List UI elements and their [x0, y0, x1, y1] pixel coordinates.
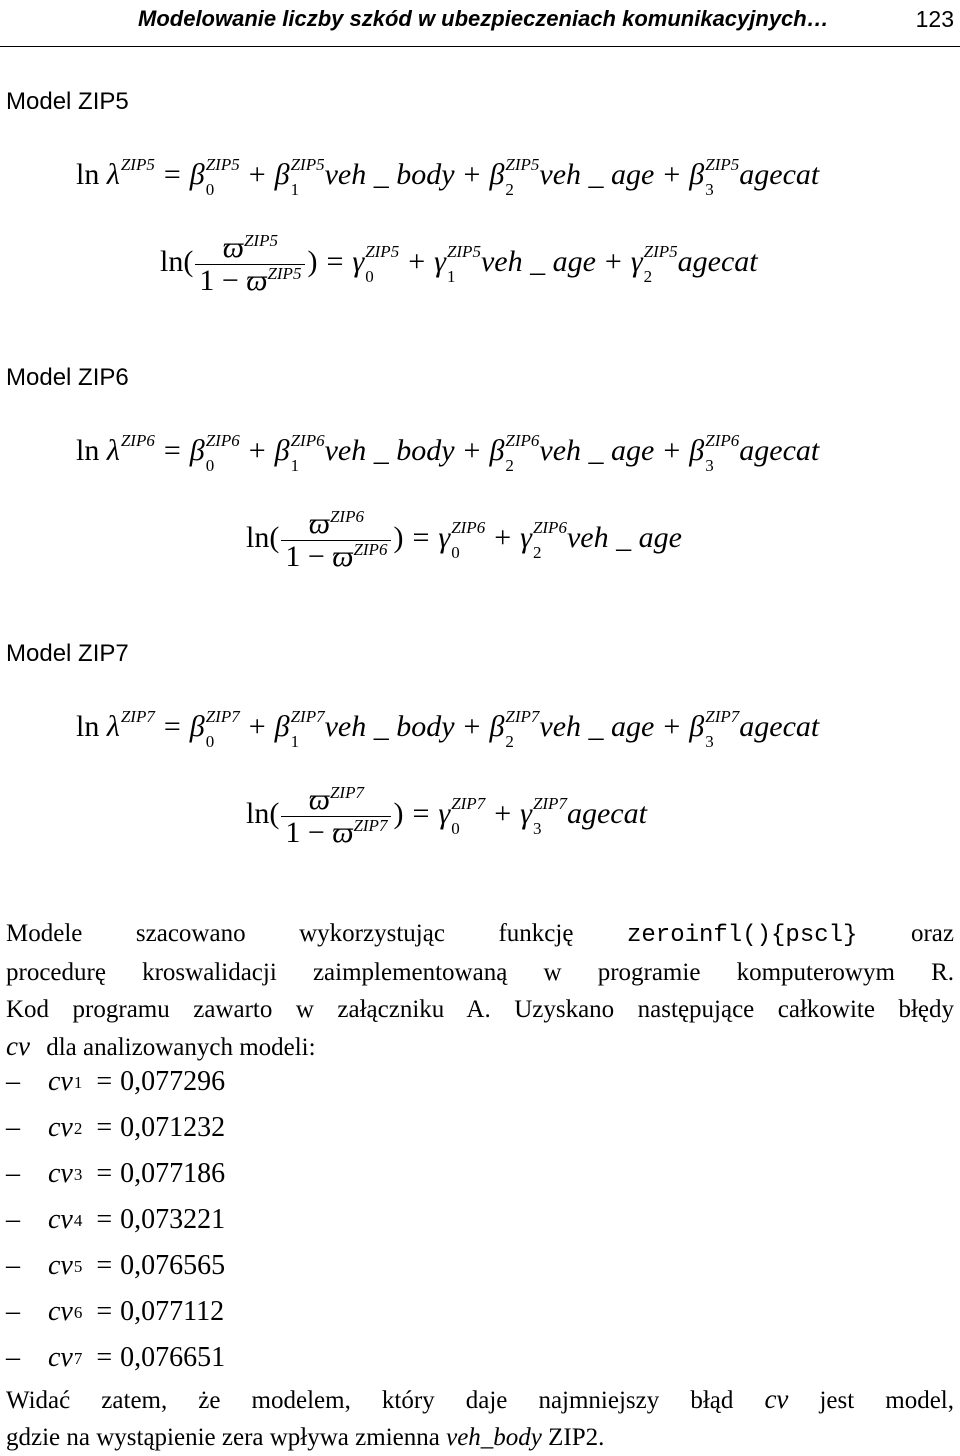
- variable-name: agecat: [677, 244, 758, 278]
- fraction: [281, 784, 391, 848]
- cv-superscript: 2: [73, 1118, 83, 1138]
- subscript: 2: [505, 456, 514, 476]
- gamma-coefficient: γ: [352, 244, 365, 278]
- text-span: jest model,: [819, 1387, 955, 1414]
- model-heading: Model ZIP7: [6, 640, 129, 667]
- ln-function: ln(: [246, 796, 280, 830]
- paragraph-line: procedurę kroswalidacji zaimplementowaną w programie komputerowym R.: [6, 959, 954, 986]
- variable-name: veh _ body: [324, 158, 455, 191]
- equation-omega: [246, 784, 647, 848]
- fraction: [195, 232, 305, 296]
- cv-superscript: 5: [73, 1256, 83, 1276]
- sup-sub-script: [705, 431, 740, 476]
- operator: +: [248, 434, 266, 467]
- sup-sub-script: [290, 155, 325, 200]
- sup-sub-script: [290, 707, 325, 752]
- beta-coefficient: β: [274, 158, 290, 191]
- cv-value: 0,073221: [120, 1204, 226, 1235]
- paren: ): [393, 796, 404, 830]
- sup-sub-script: [451, 518, 486, 562]
- sup-sub-script: [705, 707, 740, 752]
- operator: =: [412, 796, 430, 830]
- omega-symbol: ϖ: [222, 231, 244, 264]
- fraction-denominator: [195, 264, 305, 297]
- subscript: 3: [532, 819, 542, 838]
- beta-coefficient: β: [489, 710, 505, 743]
- text-span: ZIP2.: [548, 1424, 605, 1451]
- operator: =: [412, 520, 430, 554]
- subscript: 0: [451, 819, 460, 838]
- omega-symbol: ϖ: [332, 539, 354, 573]
- superscript: ZIP6: [120, 431, 155, 451]
- gamma-coefficient: γ: [434, 244, 446, 278]
- subscript: 1: [290, 180, 300, 200]
- superscript: ZIP6: [451, 518, 486, 537]
- sup-sub-script: [365, 242, 400, 286]
- superscript: ZIP7: [120, 707, 155, 727]
- operator: +: [663, 434, 681, 467]
- minus: −: [300, 539, 333, 573]
- sup-sub-script: [120, 155, 155, 194]
- list-dash: –: [6, 1066, 20, 1097]
- list-dash: –: [6, 1250, 20, 1281]
- cv-symbol: cν: [6, 1031, 30, 1061]
- operator: +: [463, 158, 481, 191]
- subscript: [121, 457, 155, 474]
- beta-coefficient: β: [274, 434, 290, 467]
- paragraph-conclusion: [6, 1381, 954, 1456]
- subscript: 0: [205, 180, 215, 200]
- cv-superscript: 7: [73, 1348, 83, 1368]
- fraction-denominator: [281, 816, 391, 849]
- cv-symbol: cv: [48, 1342, 73, 1373]
- variable-name: veh_body: [446, 1424, 542, 1451]
- equals-sign: =: [96, 1250, 113, 1281]
- subscript: 1: [290, 456, 300, 476]
- operator: +: [248, 158, 266, 191]
- sup-sub-script: [532, 518, 567, 562]
- cv-symbol: cv: [48, 1204, 73, 1235]
- omega-symbol: ϖ: [308, 507, 330, 540]
- equation-lambda: [76, 707, 820, 752]
- gamma-coefficient: γ: [520, 520, 532, 554]
- equation-lambda: [76, 155, 820, 200]
- variable-name: agecat: [566, 796, 647, 830]
- beta-coefficient: β: [274, 710, 290, 743]
- sup-sub-script: [290, 431, 325, 476]
- beta-coefficient: β: [689, 710, 705, 743]
- cv-value: 0,077296: [120, 1066, 226, 1097]
- superscript: ZIP5: [505, 155, 540, 175]
- equals-sign: =: [96, 1342, 113, 1373]
- superscript: ZIP6: [532, 518, 567, 537]
- cv-value: 0,071232: [120, 1112, 226, 1143]
- equation-omega: [246, 508, 682, 572]
- sup-sub-script: [120, 707, 155, 746]
- omega-symbol: ϖ: [332, 815, 354, 849]
- fraction-denominator: [281, 540, 391, 573]
- fraction-numerator: [305, 784, 368, 816]
- sup-sub-script: [205, 431, 240, 476]
- beta-coefficient: β: [189, 434, 205, 467]
- cv-result-item: [6, 1068, 225, 1096]
- operator: =: [326, 244, 344, 278]
- superscript: ZIP5: [120, 155, 155, 175]
- superscript: ZIP5: [446, 242, 481, 261]
- cv-result-item: [6, 1114, 225, 1142]
- beta-coefficient: β: [689, 158, 705, 191]
- beta-coefficient: β: [689, 434, 705, 467]
- cv-value: 0,076565: [120, 1250, 226, 1281]
- cv-result-item: [6, 1160, 225, 1188]
- subscript: 2: [505, 180, 514, 200]
- operator: +: [663, 158, 681, 191]
- superscript: ZIP7: [290, 707, 325, 727]
- operator: +: [494, 520, 512, 554]
- gamma-coefficient: γ: [438, 796, 451, 830]
- superscript: ZIP6: [353, 539, 388, 559]
- sup-sub-script: [505, 431, 540, 476]
- paragraph-line: [6, 1381, 954, 1419]
- sup-sub-script: [532, 794, 567, 838]
- beta-coefficient: β: [189, 158, 205, 191]
- equation-lambda: [76, 431, 820, 476]
- page-number: 123: [915, 6, 954, 32]
- model-heading: Model ZIP6: [6, 364, 129, 391]
- subscript: [121, 181, 155, 198]
- cv-symbol: cν: [764, 1384, 789, 1414]
- sup-sub-script: [705, 155, 740, 200]
- subscript: 1: [290, 732, 300, 752]
- paragraph-method: [6, 915, 954, 1066]
- cv-symbol: cv: [48, 1066, 73, 1097]
- operator: =: [163, 434, 181, 467]
- paren: ): [307, 244, 318, 278]
- cv-symbol: cv: [48, 1250, 73, 1281]
- cv-superscript: 1: [73, 1072, 83, 1092]
- cv-result-item: [6, 1252, 225, 1280]
- omega-symbol: ϖ: [308, 783, 330, 816]
- superscript: ZIP7: [353, 815, 388, 835]
- operator: =: [163, 158, 181, 191]
- subscript: 0: [205, 456, 215, 476]
- one: 1: [285, 815, 301, 849]
- cv-symbol: cv: [48, 1158, 73, 1189]
- cv-result-item: [6, 1206, 225, 1234]
- gamma-coefficient: γ: [630, 244, 643, 278]
- subscript: 1: [446, 267, 456, 286]
- fraction-numerator: [305, 508, 368, 540]
- sup-sub-script: [505, 155, 540, 200]
- equation-omega: [160, 232, 758, 296]
- variable-name: veh _ age: [539, 710, 655, 743]
- operator: +: [604, 244, 622, 278]
- cv-superscript: 6: [73, 1302, 83, 1322]
- superscript: ZIP7: [705, 707, 740, 727]
- model-heading: Model ZIP5: [6, 88, 129, 115]
- variable-name: agecat: [739, 434, 820, 467]
- cv-value: 0,077186: [120, 1158, 226, 1189]
- running-title: Modelowanie liczby szkód w ubezpieczeniach komunikacyjnych…: [138, 6, 829, 31]
- paragraph-line: [6, 1419, 954, 1456]
- minus: −: [214, 263, 247, 297]
- lambda-symbol: λ: [106, 158, 120, 191]
- ln-function: ln(: [246, 520, 280, 554]
- operator: +: [463, 434, 481, 467]
- operator: +: [494, 796, 512, 830]
- superscript: ZIP6: [205, 431, 240, 451]
- gamma-coefficient: γ: [520, 796, 532, 830]
- beta-coefficient: β: [489, 434, 505, 467]
- sup-sub-script: [643, 242, 678, 286]
- lambda-symbol: λ: [106, 710, 120, 743]
- equals-sign: =: [96, 1204, 113, 1235]
- text-span: gdzie na wystąpienie zera wpływa zmienna: [6, 1424, 440, 1451]
- cv-symbol: cv: [48, 1296, 73, 1327]
- variable-name: veh _ age: [566, 520, 682, 554]
- text-span: Modele szacowano wykorzystując funkcję: [6, 920, 574, 947]
- ln-function: ln: [76, 434, 100, 467]
- fraction: [281, 508, 391, 572]
- one: 1: [285, 539, 301, 573]
- subscript: 3: [705, 456, 714, 476]
- variable-name: agecat: [739, 710, 820, 743]
- list-dash: –: [6, 1112, 20, 1143]
- subscript: 3: [705, 732, 714, 752]
- equals-sign: =: [96, 1112, 113, 1143]
- superscript: ZIP5: [643, 242, 678, 261]
- sup-sub-script: [120, 431, 155, 470]
- sup-sub-script: [505, 707, 540, 752]
- cv-superscript: 4: [73, 1210, 83, 1230]
- text-span: Widać zatem, że modelem, który daje najmniejszy błąd: [6, 1387, 734, 1414]
- code-function-name: zeroinfl(){pscl}: [626, 922, 858, 949]
- subscript: 0: [365, 267, 374, 286]
- superscript: ZIP7: [329, 783, 364, 802]
- superscript: ZIP5: [205, 155, 240, 175]
- sup-sub-script: [451, 794, 486, 838]
- equals-sign: =: [96, 1158, 113, 1189]
- operator: =: [163, 710, 181, 743]
- paren: ): [393, 520, 404, 554]
- omega-symbol: ϖ: [246, 263, 268, 297]
- superscript: ZIP6: [505, 431, 540, 451]
- list-dash: –: [6, 1342, 20, 1373]
- running-header: [0, 0, 960, 47]
- variable-name: agecat: [739, 158, 820, 191]
- list-dash: –: [6, 1296, 20, 1327]
- superscript: ZIP5: [267, 263, 302, 283]
- list-dash: –: [6, 1204, 20, 1235]
- cv-superscript: 3: [73, 1164, 83, 1184]
- operator: +: [248, 710, 266, 743]
- one: 1: [199, 263, 215, 297]
- beta-coefficient: β: [189, 710, 205, 743]
- gamma-coefficient: γ: [438, 520, 451, 554]
- superscript: ZIP6: [290, 431, 325, 451]
- fraction-numerator: [219, 232, 282, 264]
- cv-result-item: [6, 1298, 224, 1326]
- superscript: ZIP5: [365, 242, 400, 261]
- superscript: ZIP5: [243, 231, 278, 250]
- variable-name: veh _ age: [539, 434, 655, 467]
- subscript: 0: [451, 543, 460, 562]
- subscript: 3: [705, 180, 714, 200]
- operator: +: [408, 244, 426, 278]
- equals-sign: =: [96, 1296, 113, 1327]
- ln-function: ln: [76, 710, 100, 743]
- superscript: ZIP7: [451, 794, 486, 813]
- subscript: [121, 733, 155, 750]
- superscript: ZIP7: [205, 707, 240, 727]
- subscript: 2: [532, 543, 542, 562]
- variable-name: veh _ body: [324, 434, 455, 467]
- paragraph-line: [6, 1028, 954, 1066]
- superscript: ZIP5: [290, 155, 325, 175]
- minus: −: [300, 815, 333, 849]
- operator: +: [663, 710, 681, 743]
- beta-coefficient: β: [489, 158, 505, 191]
- sup-sub-script: [446, 242, 481, 286]
- superscript: ZIP7: [505, 707, 540, 727]
- ln-function: ln(: [160, 244, 194, 278]
- variable-name: veh _ body: [324, 710, 455, 743]
- text-span: dla analizowanych modeli:: [46, 1034, 316, 1061]
- superscript: ZIP5: [705, 155, 740, 175]
- subscript: 2: [505, 732, 514, 752]
- paragraph-line: Kod programu zawarto w załączniku A. Uzyskano następujące całkowite błędy: [6, 996, 954, 1023]
- equals-sign: =: [96, 1066, 113, 1097]
- sup-sub-script: [205, 707, 240, 752]
- cv-symbol: cv: [48, 1112, 73, 1143]
- operator: +: [463, 710, 481, 743]
- variable-name: veh _ age: [539, 158, 655, 191]
- variable-name: veh _ age: [480, 244, 596, 278]
- cv-value: 0,077112: [120, 1296, 225, 1327]
- superscript: ZIP6: [329, 507, 364, 526]
- cv-result-item: [6, 1344, 225, 1372]
- cv-value: 0,076651: [120, 1342, 226, 1373]
- paragraph-line: [6, 915, 954, 954]
- superscript: ZIP6: [705, 431, 740, 451]
- sup-sub-script: [205, 155, 240, 200]
- list-dash: –: [6, 1158, 20, 1189]
- superscript: ZIP7: [532, 794, 567, 813]
- subscript: 2: [643, 267, 653, 286]
- ln-function: ln: [76, 158, 100, 191]
- text-span: oraz: [910, 920, 954, 947]
- subscript: 0: [205, 732, 215, 752]
- lambda-symbol: λ: [106, 434, 120, 467]
